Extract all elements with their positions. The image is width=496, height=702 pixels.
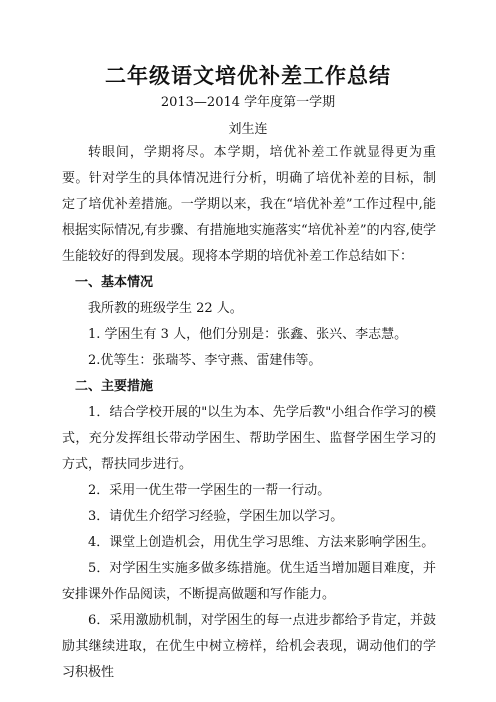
document-subtitle: 2013—2014 学年度第一学期 [160,95,336,110]
document-body [62,140,436,686]
top-students-item: 2.优等生：张瑞芩、李守燕、雷建伟等。 [88,353,322,368]
struggling-students-item: 1. 学困生有 3 人，他们分别是：张鑫、张兴、李志慧。 [88,327,408,342]
measure-item-4: 4．课堂上创造机会，用优生学习思维、方法来影响学困生。 [88,535,435,550]
section-heading-basic: 一、基本情况 [75,275,154,290]
document-author: 刘生连 [228,122,268,137]
intro-paragraph: 转眼间，学期将尽。本学期，培优补差工作就显得更为重要。针对学生的具体情况进行分析，明确了培优补差的目标，制定了培优补差措施。一学期以来，我在“培优补差”工作过程中,能根据实际情况,有步骤、有措施地实施落实“培优补差”的内容,使学生能较好的得到发展。现将本学期的培优补差工作总结如下： [62,145,436,264]
class-info-paragraph: 我所教的班级学生 22 人。 [88,301,243,316]
measure-item-5: 5．对学困生实施多做多练措施。优生适当增加题目难度，并安排课外作品阅读，不断提高做题和写作能力。 [62,561,436,602]
measure-item-1: 1．结合学校开展的"以生为本、先学后教"小组合作学习的模式，充分发挥组长带动学困生、帮助学困生、监督学困生学习的方式，帮扶同步进行。 [62,405,436,472]
measure-item-6: 6．采用激励机制，对学困生的每一点进步都给予肯定，并鼓励其继续进取，在优生中树立榜样，给机会表现，调动他们的学习积极性 [62,613,436,680]
document-title: 二年级语文培优补差工作总结 [105,64,391,88]
section-heading-measures: 二、主要措施 [75,379,154,394]
measure-item-2: 2．采用一优生带一学困生的一帮一行动。 [88,483,331,498]
measure-item-3: 3．请优生介绍学习经验，学困生加以学习。 [88,509,344,524]
